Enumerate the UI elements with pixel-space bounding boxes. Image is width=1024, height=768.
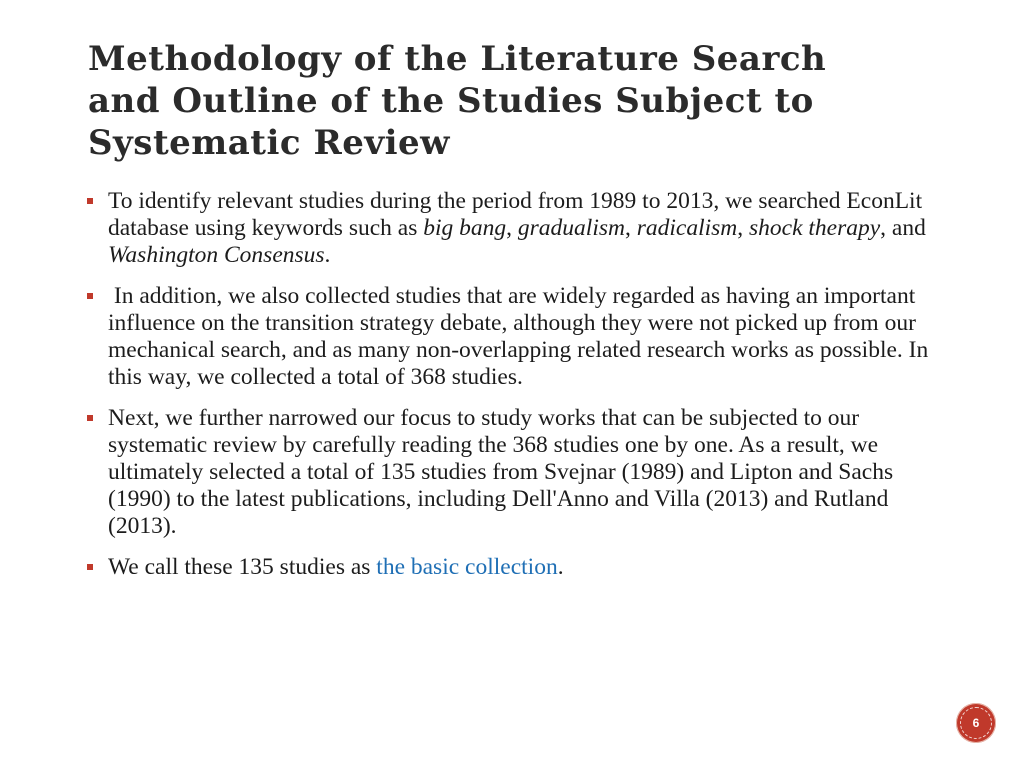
separator: , and [880, 215, 926, 241]
keyword-gradualism: gradualism [517, 215, 625, 241]
keyword-big-bang: big bang [423, 215, 507, 241]
period: . [557, 554, 564, 580]
page-number: 6 [972, 716, 980, 730]
separator: , [506, 215, 518, 241]
bullet-list [86, 188, 956, 595]
bullet-item-basic-collection [86, 554, 956, 581]
bullet-square-icon [87, 198, 93, 204]
bullet-text: We call these 135 studies as [108, 554, 377, 580]
period: . [324, 242, 331, 268]
keyword-washington-consensus: Washington Consensus [108, 242, 325, 268]
basic-collection-link[interactable]: the basic collection [376, 554, 558, 580]
bullet-item-search-method [86, 188, 956, 269]
bullet-item-additional-studies [86, 283, 956, 391]
bullet-text: In addition, we also collected studies that are widely regarded as having an important influence on the transition strategy debate, although they were not picked up from our mechanical search, and as many non-overlapping related research works as possible. In this way, we collected a total of 368 studies. [108, 283, 935, 390]
slide-title [88, 38, 948, 164]
title-line-1: Methodology of the Literature Search [88, 39, 827, 79]
title-line-3: Systematic Review [88, 123, 450, 163]
separator: , [624, 215, 637, 241]
keyword-radicalism: radicalism [636, 215, 738, 241]
bullet-square-icon [87, 293, 93, 299]
bullet-square-icon [87, 415, 93, 421]
page-number-badge [956, 703, 996, 743]
bullet-square-icon [87, 564, 93, 570]
keyword-shock-therapy: shock therapy [749, 215, 881, 241]
bullet-text: To identify relevant studies during the period from 1989 to 2013, we searched EconLit database using keywords such as [108, 188, 923, 241]
bullet-text: Next, we further narrowed our focus to study works that can be subjected to our systematic review by carefully reading the 368 studies one by one. As a result, we ultimately selected a total of 135 studies from Svejnar (1989) and Lipton and Sachs (1990) to the latest publications, including Dell'Anno and Villa (2013) and Rutland (2013). [108, 405, 894, 539]
separator: , [737, 215, 749, 241]
bullet-item-narrowed-focus [86, 405, 956, 540]
title-line-2: and Outline of the Studies Subject to [88, 81, 814, 121]
